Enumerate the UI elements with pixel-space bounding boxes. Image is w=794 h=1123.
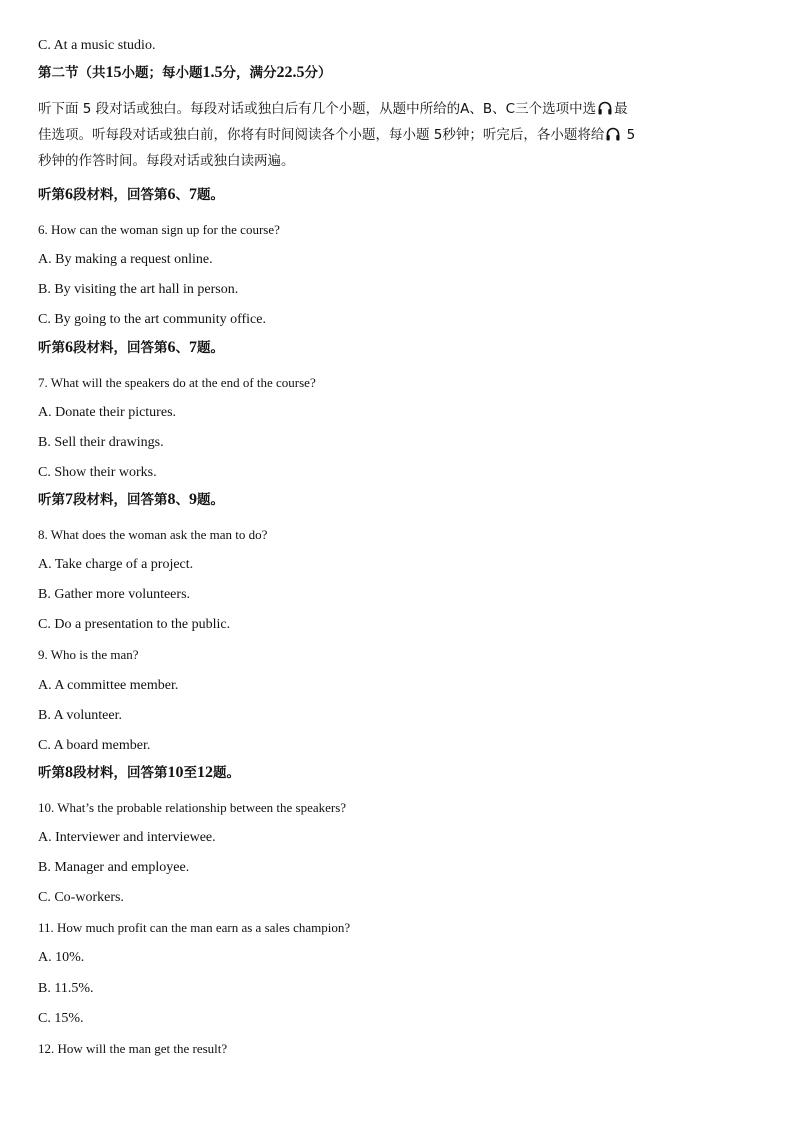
option-c: C. Show their works.: [38, 465, 157, 480]
question-text: 9. Who is the man?: [38, 647, 139, 662]
option-c: C. By going to the art community office.: [38, 312, 266, 327]
option-c: C. 15%.: [38, 1011, 84, 1026]
material-heading: 听第6段材料，回答第6、7题。: [38, 339, 224, 356]
option-a: A. A committee member.: [38, 678, 179, 693]
option-a: A. Donate their pictures.: [38, 405, 177, 420]
option-prev-c: C. At a music studio.: [38, 38, 156, 53]
option-c: C. Do a presentation to the public.: [38, 617, 231, 632]
question-text: 10. What’s the probable relationship between the speakers?: [38, 800, 347, 815]
material-heading: 听第7段材料，回答第8、9题。: [38, 491, 224, 508]
option-a: A. By making a request online.: [38, 252, 213, 267]
option-b: B. Sell their drawings.: [38, 435, 164, 450]
question-text: 8. What does the woman ask the man to do?: [38, 527, 268, 542]
material-heading: 听第8段材料，回答第10至12题。: [38, 764, 240, 781]
material-heading: 听第6段材料，回答第6、7题。: [38, 186, 224, 203]
option-b: B. By visiting the art hall in person.: [38, 282, 239, 297]
option-b: B. Gather more volunteers.: [38, 587, 191, 602]
section-heading: 第二节（共15小题；每小题1.5分，满分22.5分）: [38, 64, 332, 81]
question-text: 6. How can the woman sign up for the course?: [38, 222, 280, 237]
question-text: 11. How much profit can the man earn as a sales champion?: [38, 920, 351, 935]
option-b: B. Manager and employee.: [38, 860, 190, 875]
question-text: 12. How will the man get the result?: [38, 1041, 228, 1056]
headphones-icon: [605, 125, 621, 141]
option-a: A. Interviewer and interviewee.: [38, 830, 216, 845]
option-a: A. 10%.: [38, 950, 85, 965]
option-b: B. A volunteer.: [38, 708, 122, 723]
option-c: C. A board member.: [38, 738, 151, 753]
option-c: C. Co-workers.: [38, 890, 124, 905]
option-a: A. Take charge of a project.: [38, 557, 194, 572]
headphones-icon: [597, 99, 613, 115]
section-instructions: 听下面 5 段对话或独白。每段对话或独白后有几个小题，从题中所给的A、B、C三个选项中选 最 佳选项。听每段对话或独白前，你将有时间阅读各个小题，每小题 5秒钟；听完后，各小题将给 5 秒钟的作答时间。每段对话或独白读两遍。: [38, 101, 636, 169]
question-text: 7. What will the speakers do at the end of the course?: [38, 375, 316, 390]
option-b: B. 11.5%.: [38, 981, 94, 996]
